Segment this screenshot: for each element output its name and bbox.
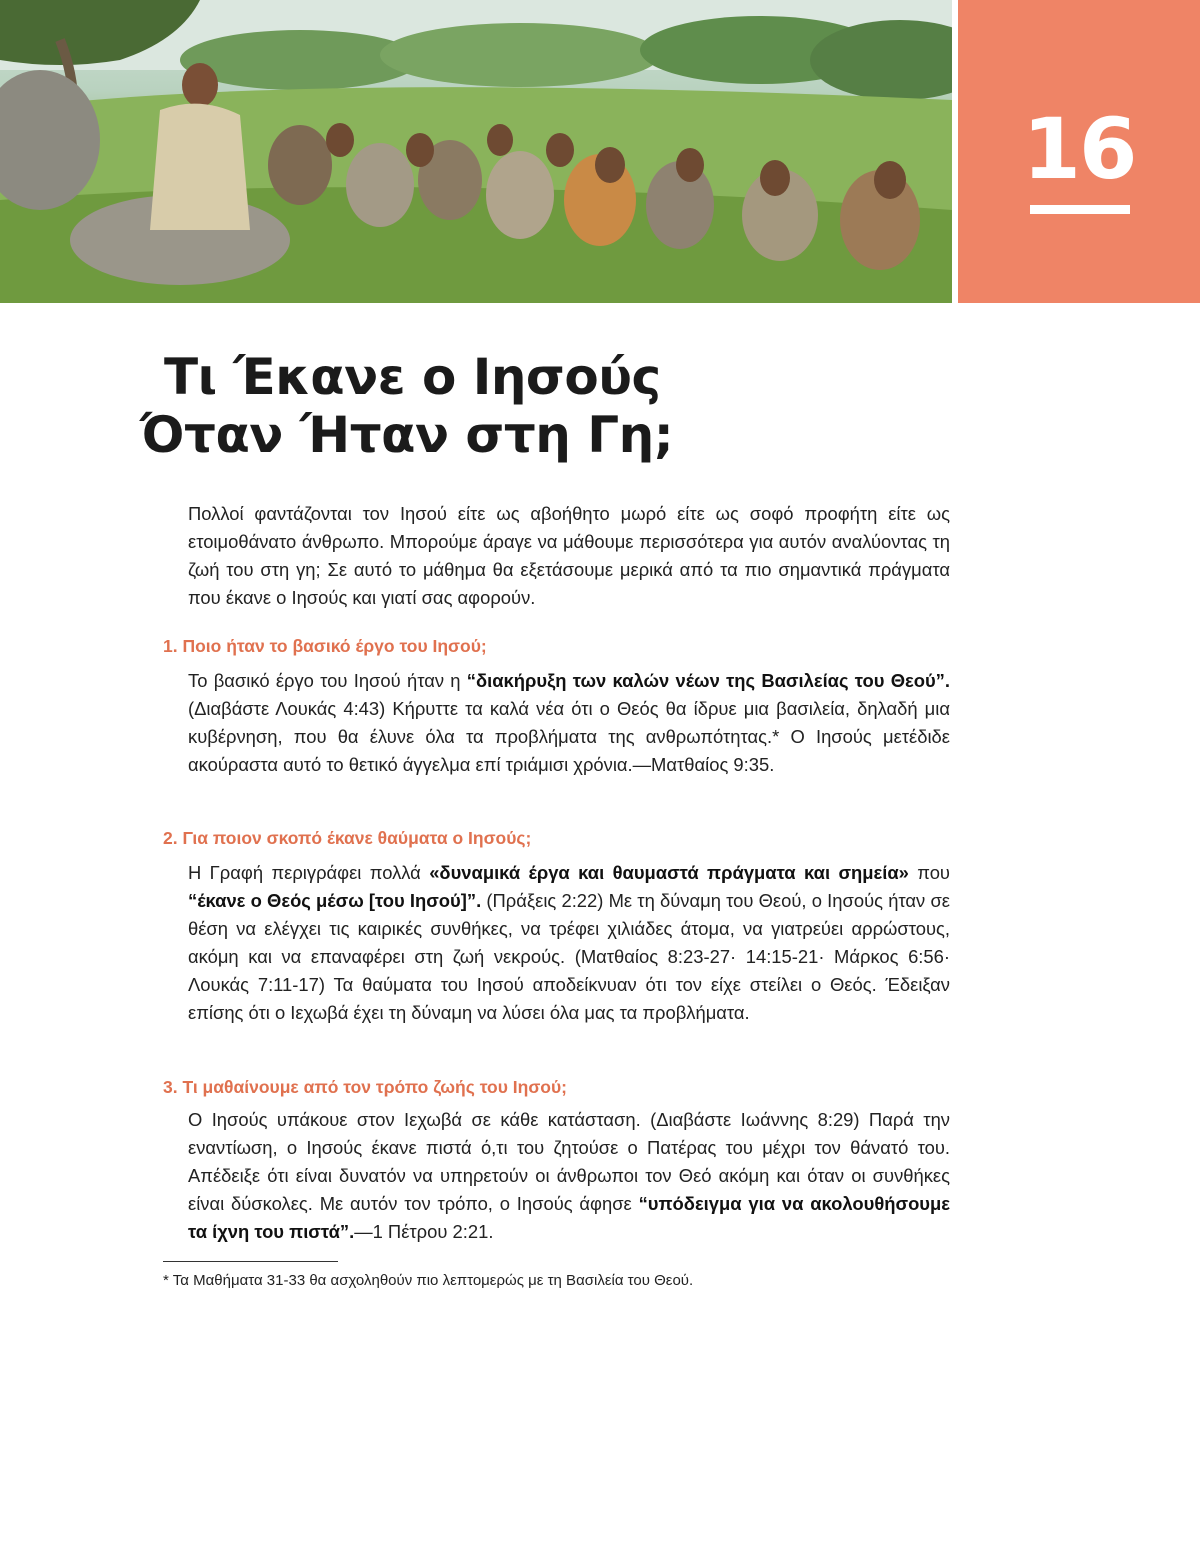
hillside-teaching-scene <box>0 0 952 303</box>
page-title-line-2: Όταν Ήταν στη Γη; <box>140 406 674 464</box>
bold-quote: «δυναμικά έργα και θαυμαστά πράγματα και σημεία» <box>429 862 909 883</box>
section-2-question: 2. Για ποιον σκοπό έκανε θαύματα ο Ιησούς; <box>163 828 532 848</box>
text-run: Ο Ιησούς υπάκουε στον Ιεχωβά σε κάθε κατάσταση. (Διαβάστε Ιωάννης 8:29) Παρά την εναντίωση, ο Ιησούς έκανε πιστά ό,τι του ζητούσε ο Πατέρας του μέχρι τον θάνατό του. Απέδειξε ότι είναι δυνατόν να υπηρετούν οι άνθρωποι τον Θεό ακόμη και όταν οι συνθήκες είναι δύσκολες. Με αυτόν τον τρόπο, ο Ιησούς άφησε <box>188 1109 950 1214</box>
text-run: Το βασικό έργο του Ιησού ήταν η <box>188 670 467 691</box>
lesson-number-underline <box>1030 205 1130 214</box>
text-run: —1 Πέτρου 2:21. <box>354 1221 494 1242</box>
section-3-paragraph <box>188 1106 950 1246</box>
hero-illustration <box>0 0 952 303</box>
section-1-answer <box>188 667 950 779</box>
intro-paragraph-block <box>188 500 950 612</box>
text-run: Η Γραφή περιγράφει πολλά <box>188 862 430 883</box>
text-run: που <box>908 862 950 883</box>
section-1-question: 1. Ποιο ήταν το βασικό έργο του Ιησού; <box>163 636 487 656</box>
intro-paragraph: Πολλοί φαντάζονται τον Ιησού είτε ως αβοήθητο μωρό είτε ως σοφό προφήτη είτε ως ετοιμοθάνατο άνθρωπο. Μπορούμε άραγε να μάθουμε περισσότερα για αυτόν αναλύοντας τη ζωή του στη γη; Σε αυτό το μάθημα θα εξετάσουμε μερικά από τα πιο σημαντικά πράγματα που έκανε ο Ιησούς και γιατί σας αφορούν. <box>188 503 950 608</box>
section-3-answer <box>188 1106 950 1246</box>
section-2-answer <box>188 859 950 1027</box>
page-title <box>140 348 840 464</box>
page-title-line-1: Τι Έκανε ο Ιησούς <box>164 348 661 406</box>
bold-quote: “υπόδειγμα για να ακολουθήσουμε τα ίχνη του πιστά”. <box>188 1193 950 1242</box>
section-1-paragraph <box>188 667 950 779</box>
text-run: (Διαβάστε Λουκάς 4:43) Κήρυττε τα καλά νέα ότι ο Θεός θα ίδρυε μια βασιλεία, δηλαδή μια κυβέρνηση, που θα έλυνε όλα τα προβλήματα της ανθρωπότητας.* Ο Ιησούς μετέδιδε ακούραστα αυτό το θετικό άγγελμα επί τριάμισι χρόνια.—Ματθαίος 9:35. <box>188 698 950 775</box>
section-2-paragraph <box>188 859 950 1027</box>
text-run: (Πράξεις 2:22) Με τη δύναμη του Θεού, ο Ιησούς ήταν σε θέση να ελέγχει τις καιρικές συνθήκες, να τρέφει χιλιάδες άτομα, να γιατρεύει αρρώστους, ακόμη και να επαναφέρει στη ζωή νεκρούς. (Ματθαίος 8:23-27· 14:15-21· Μάρκος 6:56· Λουκάς 7:11-17) Τα θαύματα του Ιησού αποδείκνυαν ότι τον είχε στείλει ο Θεός. Έδειξαν επίσης ότι ο Ιεχωβά έχει τη δύναμη να λύσει όλα μας τα προβλήματα. <box>188 890 950 1023</box>
lesson-number-block <box>958 0 1200 303</box>
bold-quote: “διακήρυξη των καλών νέων της Βασιλείας του Θεού”. <box>466 670 950 691</box>
footnote-divider <box>163 1261 338 1262</box>
bold-quote: “έκανε ο Θεός μέσω [του Ιησού]”. <box>188 890 482 911</box>
footnote: * Τα Μαθήματα 31-33 θα ασχοληθούν πιο λεπτομερώς με τη Βασιλεία του Θεού. <box>163 1272 694 1289</box>
section-3-question: 3. Τι μαθαίνουμε από τον τρόπο ζωής του Ιησού; <box>163 1077 567 1097</box>
lesson-number: 16 <box>1022 100 1136 198</box>
